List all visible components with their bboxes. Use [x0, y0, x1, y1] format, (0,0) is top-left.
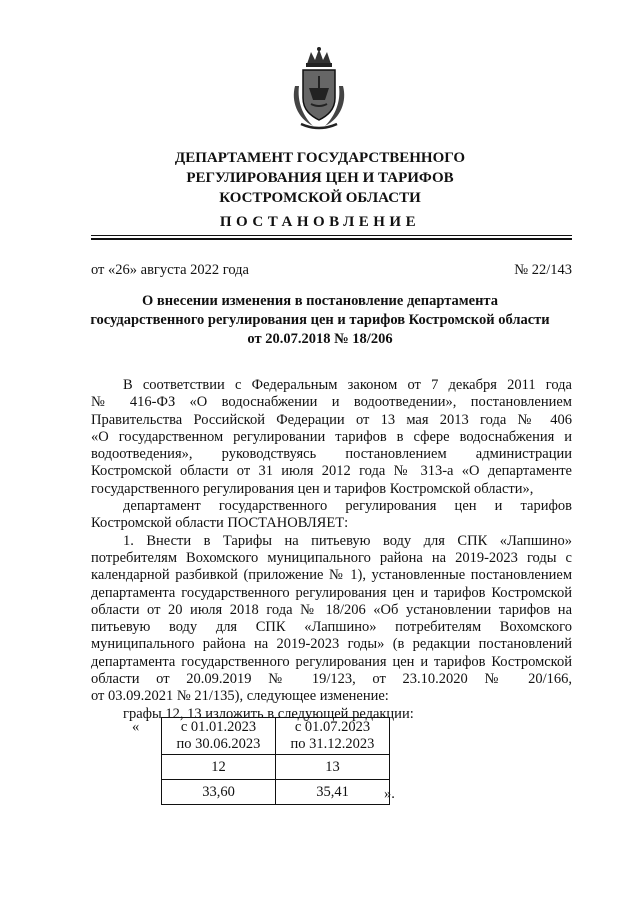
document-date: от «26» августа 2022 года: [91, 262, 249, 278]
column-number-cell: 12: [162, 755, 276, 780]
period-from: с 01.07.2023: [294, 719, 371, 735]
tariff-value-cell: 33,60: [162, 780, 276, 805]
dept-line-1: ДЕПАРТАМЕНТ ГОСУДАРСТВЕННОГО: [174, 150, 466, 166]
document-subject: [60, 292, 580, 349]
body-line: графы 12, 13 изложить в следующей редакции:: [123, 705, 414, 722]
body-line: государственного регулирования цен и тарифов Костромской области»,: [91, 480, 534, 497]
document-type-title: ПОСТАНОВЛЕНИЕ: [219, 214, 421, 230]
table-header-cell: [276, 718, 390, 755]
body-line: Костромской области ПОСТАНОВЛЯЕТ:: [91, 515, 349, 532]
table-close-quote: ».: [384, 786, 395, 802]
body-line: «О государственном регулировании тарифов в сфере водоснабжения и: [91, 428, 572, 445]
body-line: № 416-ФЗ «О водоснабжении и водоотведении», постановлением: [91, 394, 572, 411]
subject-line-2: государственного регулирования цен и тарифов Костромской области: [90, 312, 550, 328]
table-row: [162, 780, 390, 805]
tariff-value-cell: 35,41: [276, 780, 390, 805]
coat-of-arms-emblem: [287, 46, 351, 132]
period-to: по 30.06.2023: [176, 736, 261, 752]
body-line: В соответствии с Федеральным законом от 7 декабря 2011 года: [123, 377, 572, 393]
title-rule-thin: [91, 235, 572, 236]
body-line: 1. Внести в Тарифы на питьевую воду для СПК «Лапшино»: [123, 532, 572, 549]
subject-line-3: от 20.07.2018 № 18/206: [247, 331, 393, 347]
body-line: водоотведения», руководствуясь постановлением администрации: [91, 446, 572, 463]
body-line: от 03.09.2021 № 21/135), следующее изменение:: [91, 688, 389, 705]
table-row: [162, 755, 390, 780]
table-header-row: [162, 718, 390, 755]
dept-line-2: РЕГУЛИРОВАНИЯ ЦЕН И ТАРИФОВ: [186, 170, 454, 186]
department-name: [0, 148, 640, 208]
document-body: [91, 377, 572, 723]
period-to: по 31.12.2023: [290, 736, 375, 752]
body-line: календарной разбивкой (приложение № 1), установленные постановлением: [91, 567, 572, 584]
title-rule-thick: [91, 238, 572, 240]
dept-line-3: КОСТРОМСКОЙ ОБЛАСТИ: [219, 190, 421, 206]
body-line: Правительства Российской Федерации от 13 мая 2013 года № 406: [91, 411, 572, 428]
body-line: потребителям Вохомского муниципального района на 2019-2023 годы с: [91, 549, 572, 566]
tariff-table: [161, 717, 390, 805]
column-number-cell: 13: [276, 755, 390, 780]
body-line: области от 20.09.2019 № 19/123, от 23.10.2020 № 20/166,: [91, 671, 572, 688]
body-line: области от 20 июля 2018 года № 18/206 «Об установлении тарифов на: [91, 601, 572, 618]
body-line: муниципального района на 2019-2023 годы» (в редакции постановлений: [91, 636, 572, 653]
body-line: департамента государственного регулирования цен и тарифов Костромской: [91, 653, 572, 670]
body-line: департамента государственного регулирования цен и тарифов Костромской: [91, 584, 572, 601]
table-open-quote: «: [132, 719, 140, 735]
body-line: Костромской области от 31 июля 2012 года № 313-а «О департаменте: [91, 463, 572, 480]
period-from: с 01.01.2023: [180, 719, 257, 735]
table-header-cell: [162, 718, 276, 755]
document-number: № 22/143: [514, 262, 572, 278]
body-line: питьевую воду для СПК «Лапшино» потребителям Вохомского: [91, 619, 572, 636]
subject-line-1: О внесении изменения в постановление департамента: [142, 293, 498, 309]
body-line: департамент государственного регулирования цен и тарифов: [123, 498, 572, 515]
